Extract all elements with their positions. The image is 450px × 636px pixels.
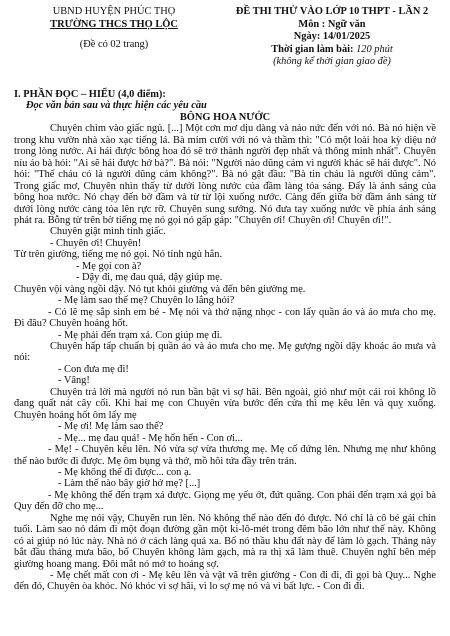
time-label: Thời gian làm bài: xyxy=(271,43,354,55)
story-paragraph: Chuyên chìm vào giấc ngủ. [...] Một cơn mơ dịu dàng và nảo nức đến với nó. Bà nó hiện về trong khu vườn nhà xào xạc tiếng lá. Bà mỉm cười với nó và thầm thì: "Có một loài hoa kỳ diệu nở trong lòng nước. Ai hái được bông hoa đó sẽ trở thành người đẹp nhất và thông minh nhất". Chuyên níu áo bà hỏi: "Ai sẽ hái được hở bà?". Bà nói: "Người nào dũng cảm vì người khác sẽ hái được". Nó hỏi: "Thế cháu có là người dũng cảm không?". Bà nó gật đầu: "Bà tin cháu là người dũng cảm". Trong giấc mơ, Chuyên nhìn thấy từ dưới lòng nước của đầm làng tỏa sáng. Đấy là ánh sáng của bông hoa nước. Nó chạy đến bờ đầm và từ từ lội xuống nước. Càng đến giữa bờ đầm ánh sáng từ dưới lòng nước càng tỏa lên rực rỡ. Chuyên sung sướng. Nó đưa tay xuống nước về phía ánh sáng phát ra. Bỗng từ trên bờ tiếng mẹ nó gọi nó gấp gáp: "Chuyên ơi! Chuyên ơi! Chuyên ơi!". xyxy=(14,123,436,226)
story-paragraph: Nghe mẹ nói vậy, Chuyên run lên. Nó không thể nào đến đó được. Nó chỉ là cô bé gái chín tuổi. Làm sao nó dám đi một đoạn đường gần một ki-lô-mét trong đêm bão lớn như thế này. Không có ai giúp nó lúc này. Nhà nó ở cách làng quá xa. Bố nó thầu khu đất này để làm lò gạch. Tháng này bắt đầu tháng mưa bão, bố Chuyên không làm gạch, mà ra thị xã làm thuê. Chuyên nghĩ bên mép giường hoang mang. Đôi mắt nó mở to hoảng sợ. xyxy=(14,512,436,570)
school-name: TRƯỜNG THCS THỌ LỘC xyxy=(50,18,178,30)
story-paragraph: Chuyên trả lời mà người nó run bần bật vì sợ hãi. Bên ngoài, gió như một cái roi không lồ đang quất nát cây cối. Khi hai mẹ con Chuyên vừa bước đến cửa thì mẹ kêu lên và quỵ xuống. Chuyên hoảng hốt ôm lấy mẹ xyxy=(14,386,436,421)
district-name: UBND HUYỆN PHÚC THỌ xyxy=(52,6,176,17)
exam-title: ĐỀ THI THỬ VÀO LỚP 10 THPT - LẦN 2 xyxy=(235,6,429,17)
dialogue-line: - Dậy đi, mẹ đau quá, dậy giúp mẹ. xyxy=(76,272,223,284)
dialogue-line: - Mẹ không thể đến trạm xá được. Giọng mẹ yếu ớt, đứt quãng. Con phải đến trạm xá gọi bà Quy đến đỡ cho mẹ... xyxy=(14,489,436,513)
time-value: 120 phút xyxy=(353,43,393,55)
dialogue-line: - Mẹ... mẹ đau quá! - Mẹ hổn hển - Con ơi... xyxy=(58,432,243,444)
exam-subject: Môn : Ngữ văn xyxy=(298,18,366,30)
exam-date: Ngày: 14/01/2025 xyxy=(293,31,371,43)
dialogue-line: - Mẹ làm sao thế mẹ? Chuyên lo lắng hỏi? xyxy=(58,295,235,307)
exam-body xyxy=(14,89,436,593)
time-note: (không kể thời gian giao đề) xyxy=(273,56,391,68)
exam-time xyxy=(214,44,450,57)
dialogue-line: - Mẹ chết mất con ơi - Mẹ kêu lên và vật vã trên giường - Con đi đi, đi gọi bà Quy... Nghe đến đó, Chuyên òa khóc. Nó khóc vì sợ hãi, vì lo sợ mẹ nó và vì bất lực. - Con đi đi. xyxy=(14,570,436,593)
story-paragraph: Từ trên giường, tiếng mẹ nó gọi. Nó tỉnh ngủ hẳn. xyxy=(14,249,223,261)
page-count-note: (Đề có 02 trang) xyxy=(79,39,149,51)
section-title: I. PHẦN ĐỌC – HIỂU (4,0 điểm): xyxy=(14,89,166,100)
dialogue-line: - Mẹ gọi con à? xyxy=(76,260,142,272)
dialogue-line: - Mẹ! - Chuyên kêu lên. Nó vừa sợ vừa thương mẹ. Mẹ cố đứng lên. Nhưng mẹ như không thể nào bước đi được. Mẹ ôm bụng và thở, mồ hôi tứa đầy trên trán. xyxy=(14,444,436,467)
section-instruction: Đọc văn bản sau và thực hiện các yêu cầu xyxy=(26,100,207,112)
story-paragraph: Chuyên vội vàng ngồi dậy. Nó tụt khỏi giường và đến bên giường mẹ. xyxy=(14,283,306,295)
header-right xyxy=(214,6,450,69)
header-left xyxy=(14,6,214,52)
dialogue-line: - Chuyên ơi! Chuyên! xyxy=(50,237,142,249)
dialogue-line: - Mẹ không thể đi được... con ạ. xyxy=(58,466,192,478)
document-header xyxy=(14,6,436,88)
dialogue-line: - Mẹ phải đến trạm xá. Con giúp mẹ đi. xyxy=(58,329,223,341)
story-paragraph: Chuyên giật mình tỉnh giấc. xyxy=(50,226,166,238)
story-title: BÔNG HOA NƯỚC xyxy=(179,111,271,123)
dialogue-line: - Làm thế nào bây giờ hở mẹ? [...] xyxy=(58,478,201,490)
dialogue-line: - Con đưa mẹ đi! xyxy=(58,363,129,375)
dialogue-line: - Vâng! xyxy=(58,375,90,387)
dialogue-line: - Có lẽ mẹ sắp sinh em bé - Mẹ nói và thở nặng nhọc - con lấy quần áo và áo mưa cho mẹ. Đi đâu? Chuyên hoảng hốt. xyxy=(14,306,436,330)
story-paragraph: Chuyên hấp tấp chuẩn bị quần áo và áo mưa cho mẹ. Mẹ gượng ngồi dậy khoác áo mưa và nói: xyxy=(14,340,436,364)
dialogue-line: - Mẹ ơi! Mẹ làm sao thế? xyxy=(58,421,164,433)
